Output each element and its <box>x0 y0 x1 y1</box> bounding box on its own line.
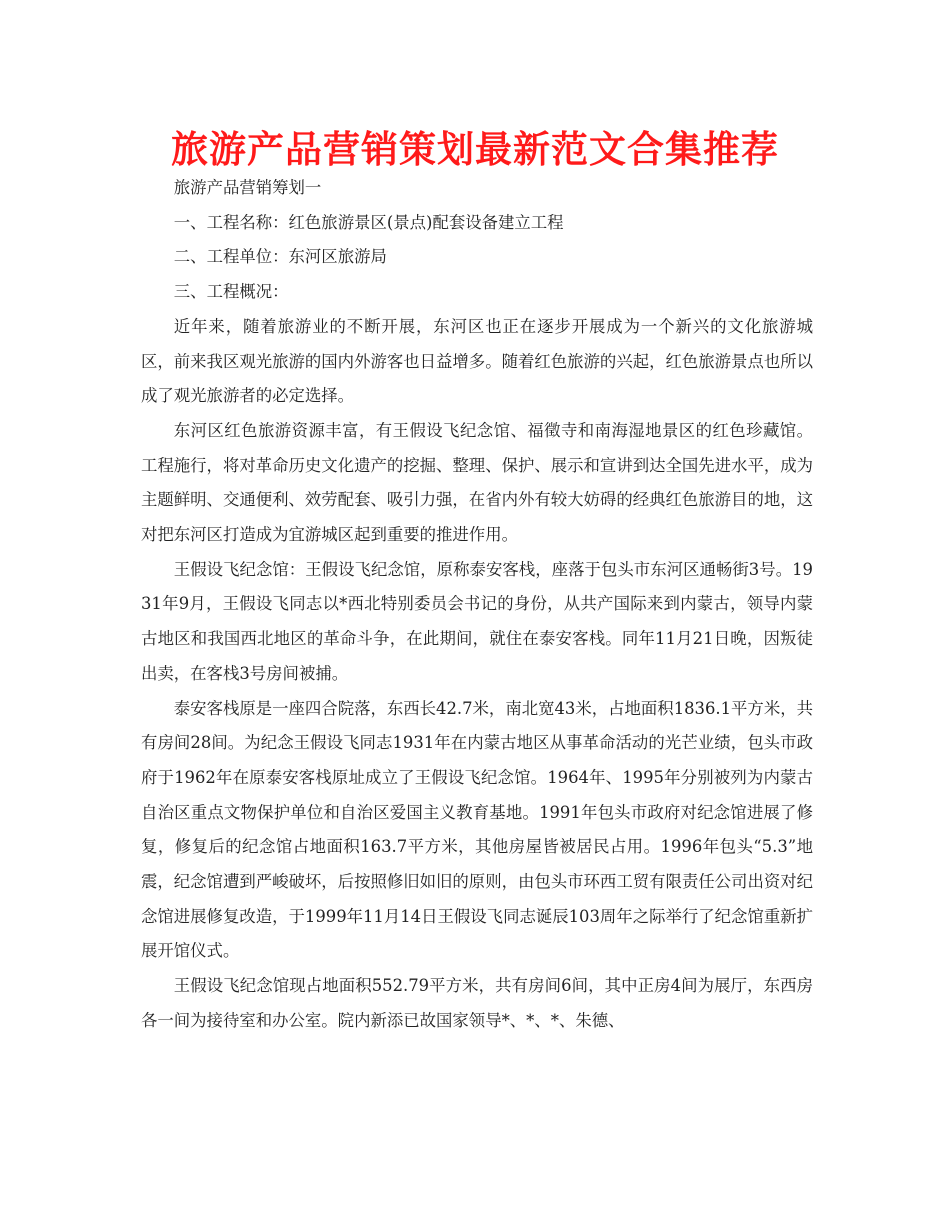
paragraph: 泰安客栈原是一座四合院落，东西长42.7米，南北宽43米，占地面积1836.1平方米，共有房间28间。为纪念王假设飞同志1931年在内蒙古地区从事革命活动的光芒业绩，包头市政府于1962年在原泰安客栈原址成立了王假设飞纪念馆。1964年、1995年分别被列为内蒙古自治区重点文物保护单位和自治区爱国主义教育基地。1991年包头市政府对纪念馆进展了修复，修复后的纪念馆占地面积163.7平方米，其他房屋皆被居民占用。1996年包头“5.3”地震，纪念馆遭到严峻破坏，后按照修旧如旧的原则，由包头市环西工贸有限责任公司出资对纪念馆进展修复改造，于1999年11月14日王假设飞同志诞辰103周年之际举行了纪念馆重新扩展开馆仪式。 <box>141 698 814 961</box>
project-unit-line: 二、工程单位：东河区旅游局 <box>173 247 387 267</box>
paragraph: 近年来，随着旅游业的不断开展，东河区也正在逐步开展成为一个新兴的文化旅游城区，前来我区观光旅游的国内外游客也日益增多。随着红色旅游的兴起，红色旅游景点也所以成了观光旅游者的必定选择。 <box>141 316 814 406</box>
document-title: 旅游产品营销策划最新范文合集推荐 <box>171 128 779 171</box>
paragraph: 王假设飞纪念馆现占地面积552.79平方米，共有房间6间，其中正房4间为展厅，东西房各一间为接待室和办公室。院内新添已故国家领导*、*、*、朱德、 <box>141 976 813 1030</box>
project-overview-heading: 三、工程概况： <box>173 282 289 302</box>
paragraph: 东河区红色旅游资源丰富，有王假设飞纪念馆、福徵寺和南海湿地景区的红色珍藏馆。工程施行，将对革命历史文化遗产的挖掘、整理、保护、展示和宣讲到达全国先进水平，成为主题鲜明、交通便利、效劳配套、吸引力强，在省内外有较大妨碍的经典红色旅游目的地，这对把东河区打造成为宜游城区起到重要的推进作用。 <box>141 420 814 545</box>
project-name-line: 一、工程名称：红色旅游景区(景点)配套设备建立工程 <box>173 212 564 232</box>
section-heading: 旅游产品营销筹划一 <box>173 178 322 197</box>
document-body <box>141 171 813 1039</box>
paragraph: 王假设飞纪念馆：王假设飞纪念馆，原称泰安客栈，座落于包头市东河区通畅街3号。1931年9月，王假设飞同志以*西北特别委员会书记的身份，从共产国际来到内蒙古，领导内蒙古地区和我国西北地区的革命斗争，在此期间，就住在泰安客栈。同年11月21日晚，因叛徒出卖，在客栈3号房间被捕。 <box>141 559 813 683</box>
